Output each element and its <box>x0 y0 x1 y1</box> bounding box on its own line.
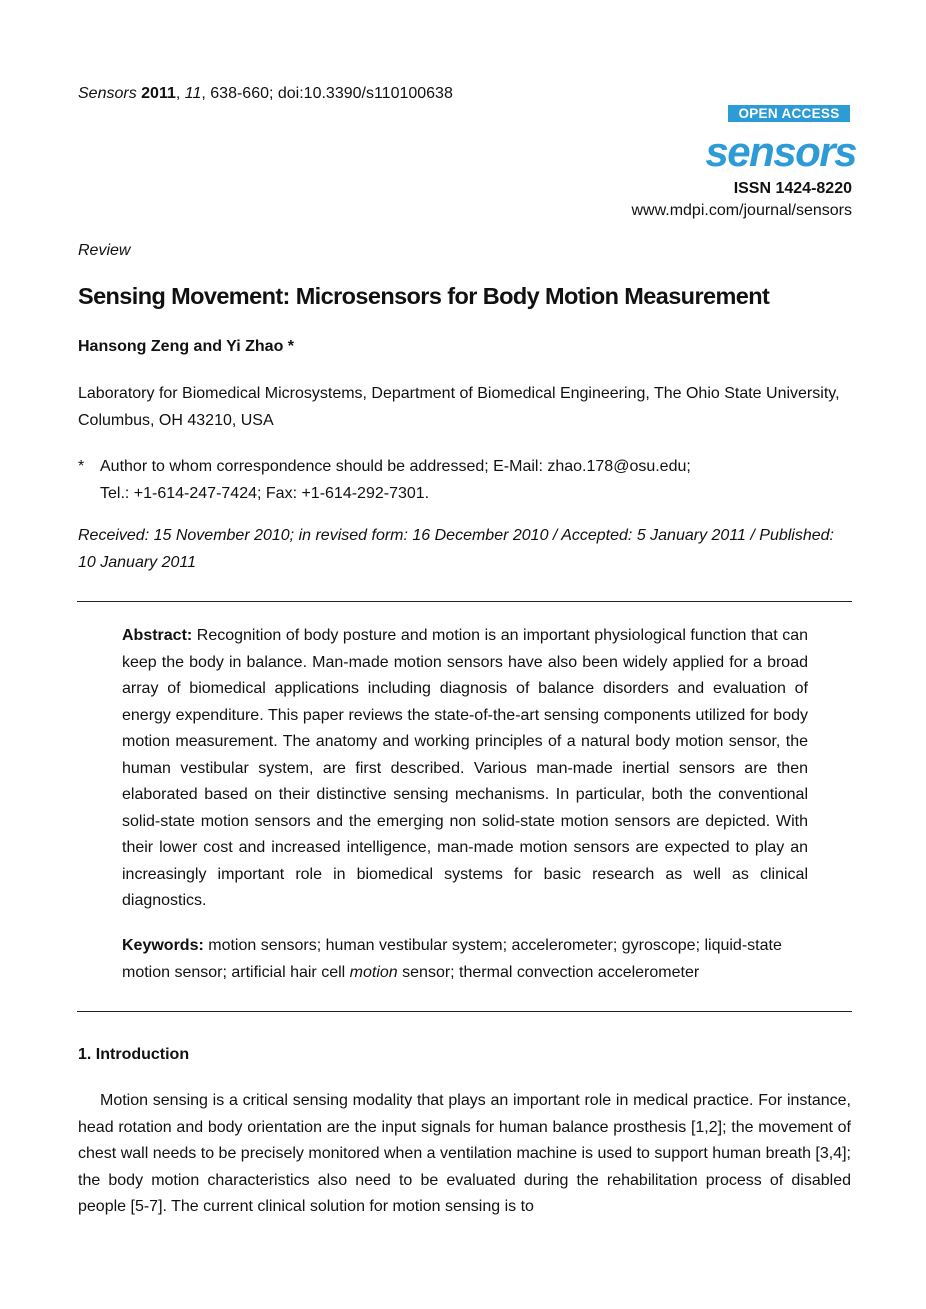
journal-name: Sensors <box>78 85 137 102</box>
keywords-italic: motion <box>349 963 398 981</box>
issn: ISSN 1424-8220 <box>733 180 852 197</box>
open-access-badge: OPEN ACCESS <box>728 105 850 122</box>
journal-website-link[interactable]: www.mdpi.com/journal/sensors <box>631 202 852 219</box>
journal-logo: sensors <box>705 128 856 175</box>
divider <box>77 601 852 602</box>
citation-pages-doi: , 638-660; doi:10.3390/s110100638 <box>201 85 453 102</box>
keywords <box>122 933 808 986</box>
abstract-label: Abstract: <box>122 627 193 644</box>
correspondence-line-2: Tel.: +1-614-247-7424; Fax: +1-614-292-7301. <box>100 485 430 502</box>
authors: Hansong Zeng and Yi Zhao * <box>78 338 295 355</box>
affiliation: Laboratory for Biomedical Microsystems, Department of Biomedical Engineering, The Ohio State University, Columbus, OH 43210, USA <box>78 385 840 429</box>
abstract <box>122 623 808 915</box>
correspondence-line-1: Author to whom correspondence should be addressed; E-Mail: zhao.178@osu.edu; <box>100 458 691 475</box>
keywords-text-end: sensor; thermal convection accelerometer <box>402 963 700 981</box>
intro-paragraph: Motion sensing is a critical sensing modality that plays an important role in medical practice. For instance, head rotation and body orientation are the input signals for human balance prosthesis [1,2]; the movement of chest wall needs to be precisely monitored when a ventilation machine is used to support human breath [3,4]; the body motion characteristics also need to be evaluated during the rehabilitation process of disabled people [5-7]. The current clinical solution for motion sensing is to <box>78 1092 851 1215</box>
citation-year: 2011 <box>141 85 176 102</box>
divider <box>77 1011 852 1012</box>
citation-volume: 11 <box>184 85 202 102</box>
citation-line: Sensors 2011, 11, 638-660; doi:10.3390/s110100638 <box>78 85 453 102</box>
keywords-text: motion sensors; human vestibular system; accelerometer; gyroscope; liquid-state motion sensor; artificial hair cell <box>122 937 782 981</box>
correspondence-marker: * <box>78 458 85 475</box>
publication-dates: Received: 15 November 2010; in revised form: 16 December 2010 / Accepted: 5 January 2011 / Published: 10 January 2011 <box>78 527 834 571</box>
abstract-text: Recognition of body posture and motion is an important physiological function that can keep the body in balance. Man-made motion sensors have also been widely applied for a broad array of biomedical applications including diagnosis of balance disorders and evaluation of energy expenditure. This paper reviews the state-of-the-art sensing components utilized for body motion measurement. The anatomy and working principles of a natural body motion sensor, the human vestibular system, are first described. Various man-made inertial sensors are then elaborated based on their distinctive sensing mechanisms. In particular, both the conventional solid-state motion sensors and the emerging non solid-state motion sensors are depicted. With their lower cost and increased intelligence, man-made motion sensors are expected to play an increasingly important role in biomedical systems for basic research as well as clinical diagnostics. <box>122 627 808 909</box>
keywords-label: Keywords: <box>122 937 204 954</box>
paper-title: Sensing Movement: Microsensors for Body Motion Measurement <box>78 283 770 309</box>
section-heading: 1. Introduction <box>78 1046 190 1063</box>
article-type: Review <box>78 242 131 259</box>
correspondence <box>78 453 848 507</box>
